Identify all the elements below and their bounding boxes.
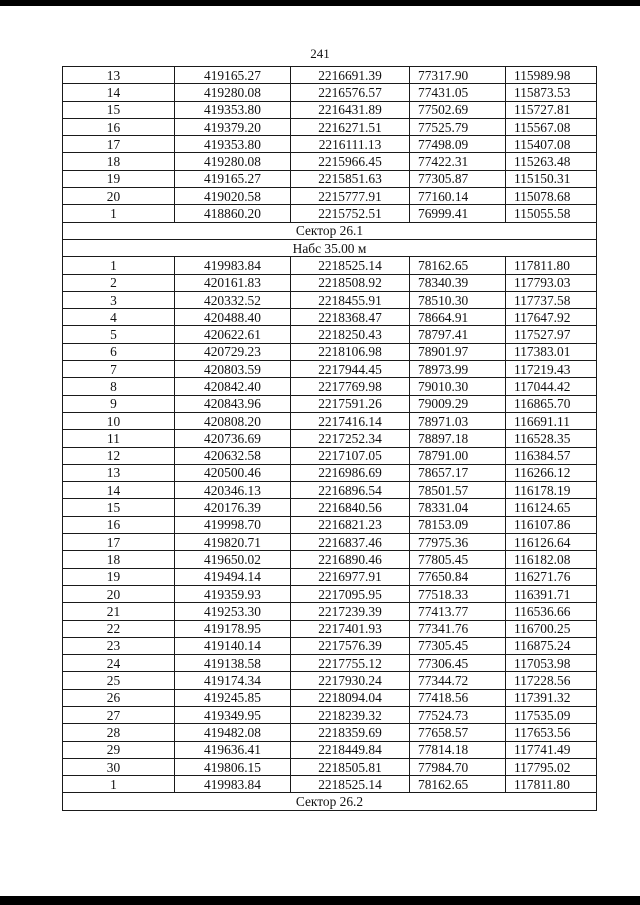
point-number: 3 [63,291,175,308]
point-number: 9 [63,395,175,412]
y-coordinate: 2218368.47 [291,309,410,326]
point-number: 21 [63,603,175,620]
y-coordinate: 2216986.69 [291,464,410,481]
y-coordinate: 2217944.45 [291,361,410,378]
x-coordinate: 419650.02 [175,551,291,568]
local-y-coordinate: 117737.58 [506,291,597,308]
local-y-coordinate: 116271.76 [506,568,597,585]
x-coordinate: 419998.70 [175,516,291,533]
local-y-coordinate: 117653.56 [506,724,597,741]
x-coordinate: 419636.41 [175,741,291,758]
local-y-coordinate: 117795.02 [506,758,597,775]
table-row [63,430,597,447]
x-coordinate: 420803.59 [175,361,291,378]
point-number: 22 [63,620,175,637]
x-coordinate: 420161.83 [175,274,291,291]
local-y-coordinate: 116536.66 [506,603,597,620]
local-x-coordinate: 78897.18 [410,430,506,447]
local-x-coordinate: 78162.65 [410,776,506,793]
y-coordinate: 2218505.81 [291,758,410,775]
table-row [63,447,597,464]
local-y-coordinate: 117391.32 [506,689,597,706]
table-row [63,343,597,360]
y-coordinate: 2216837.46 [291,534,410,551]
local-y-coordinate: 115727.81 [506,101,597,118]
local-y-coordinate: 117793.03 [506,274,597,291]
sector-title: Сектор 26.2 [63,793,597,810]
table-row [63,84,597,101]
table-row [63,551,597,568]
point-number: 13 [63,464,175,481]
y-coordinate: 2217401.93 [291,620,410,637]
local-y-coordinate: 116865.70 [506,395,597,412]
table-row [63,776,597,793]
point-number: 2 [63,274,175,291]
local-x-coordinate: 77984.70 [410,758,506,775]
local-x-coordinate: 77422.31 [410,153,506,170]
local-x-coordinate: 78973.99 [410,361,506,378]
point-number: 18 [63,153,175,170]
y-coordinate: 2218250.43 [291,326,410,343]
table-row [63,464,597,481]
table-row [63,309,597,326]
y-coordinate: 2217095.95 [291,585,410,602]
table-row [63,67,597,84]
table-row [63,672,597,689]
local-x-coordinate: 77413.77 [410,603,506,620]
y-coordinate: 2217755.12 [291,655,410,672]
local-x-coordinate: 78971.03 [410,412,506,429]
local-x-coordinate: 77344.72 [410,672,506,689]
x-coordinate: 418860.20 [175,205,291,222]
x-coordinate: 420729.23 [175,343,291,360]
local-x-coordinate: 78797.41 [410,326,506,343]
local-x-coordinate: 78791.00 [410,447,506,464]
table-row [63,482,597,499]
local-x-coordinate: 78340.39 [410,274,506,291]
section-header-row [63,793,597,810]
x-coordinate: 420176.39 [175,499,291,516]
x-coordinate: 420632.58 [175,447,291,464]
y-coordinate: 2218508.92 [291,274,410,291]
y-coordinate: 2218359.69 [291,724,410,741]
local-x-coordinate: 77431.05 [410,84,506,101]
y-coordinate: 2217107.05 [291,447,410,464]
point-number: 13 [63,67,175,84]
y-coordinate: 2217239.39 [291,603,410,620]
x-coordinate: 419806.15 [175,758,291,775]
local-y-coordinate: 115078.68 [506,188,597,205]
table-row [63,101,597,118]
point-number: 17 [63,136,175,153]
x-coordinate: 420500.46 [175,464,291,481]
table-row [63,326,597,343]
local-x-coordinate: 77160.14 [410,188,506,205]
local-x-coordinate: 77305.87 [410,170,506,187]
local-x-coordinate: 77306.45 [410,655,506,672]
local-x-coordinate: 77658.57 [410,724,506,741]
local-y-coordinate: 115407.08 [506,136,597,153]
local-y-coordinate: 116178.19 [506,482,597,499]
x-coordinate: 419983.84 [175,257,291,274]
local-x-coordinate: 77498.09 [410,136,506,153]
local-y-coordinate: 116124.65 [506,499,597,516]
x-coordinate: 419353.80 [175,101,291,118]
table-row [63,516,597,533]
point-number: 1 [63,257,175,274]
x-coordinate: 419349.95 [175,706,291,723]
coordinates-table [62,66,597,811]
y-coordinate: 2216111.13 [291,136,410,153]
local-y-coordinate: 117741.49 [506,741,597,758]
point-number: 16 [63,516,175,533]
local-y-coordinate: 116391.71 [506,585,597,602]
x-coordinate: 420332.52 [175,291,291,308]
local-y-coordinate: 116384.57 [506,447,597,464]
local-y-coordinate: 117044.42 [506,378,597,395]
x-coordinate: 419140.14 [175,637,291,654]
page-number: 241 [310,46,330,61]
local-y-coordinate: 117811.80 [506,776,597,793]
local-x-coordinate: 77418.56 [410,689,506,706]
y-coordinate: 2215777.91 [291,188,410,205]
y-coordinate: 2217769.98 [291,378,410,395]
x-coordinate: 419482.08 [175,724,291,741]
y-coordinate: 2218106.98 [291,343,410,360]
table-row [63,637,597,654]
table-row [63,706,597,723]
y-coordinate: 2217576.39 [291,637,410,654]
local-x-coordinate: 77305.45 [410,637,506,654]
local-x-coordinate: 77650.84 [410,568,506,585]
table-row [63,620,597,637]
local-x-coordinate: 78162.65 [410,257,506,274]
x-coordinate: 420736.69 [175,430,291,447]
point-number: 16 [63,118,175,135]
y-coordinate: 2215966.45 [291,153,410,170]
local-y-coordinate: 115567.08 [506,118,597,135]
y-coordinate: 2216977.91 [291,568,410,585]
x-coordinate: 419379.20 [175,118,291,135]
table-row [63,568,597,585]
local-y-coordinate: 117219.43 [506,361,597,378]
local-y-coordinate: 115989.98 [506,67,597,84]
local-y-coordinate: 115873.53 [506,84,597,101]
local-y-coordinate: 117228.56 [506,672,597,689]
point-number: 26 [63,689,175,706]
table-row [63,153,597,170]
table-row [63,361,597,378]
y-coordinate: 2215851.63 [291,170,410,187]
local-y-coordinate: 116266.12 [506,464,597,481]
local-x-coordinate: 78153.09 [410,516,506,533]
point-number: 19 [63,568,175,585]
local-x-coordinate: 77502.69 [410,101,506,118]
point-number: 20 [63,585,175,602]
x-coordinate: 419820.71 [175,534,291,551]
x-coordinate: 419983.84 [175,776,291,793]
point-number: 29 [63,741,175,758]
local-x-coordinate: 78664.91 [410,309,506,326]
table-row [63,689,597,706]
point-number: 12 [63,447,175,464]
y-coordinate: 2218525.14 [291,257,410,274]
point-number: 14 [63,84,175,101]
y-coordinate: 2217416.14 [291,412,410,429]
local-x-coordinate: 77975.36 [410,534,506,551]
x-coordinate: 420488.40 [175,309,291,326]
table-row [63,378,597,395]
sector-height-label: Набс 35.00 м [63,239,597,256]
local-x-coordinate: 77524.73 [410,706,506,723]
local-y-coordinate: 116528.35 [506,430,597,447]
table-row [63,257,597,274]
local-y-coordinate: 117053.98 [506,655,597,672]
x-coordinate: 419494.14 [175,568,291,585]
point-number: 4 [63,309,175,326]
x-coordinate: 419245.85 [175,689,291,706]
y-coordinate: 2216431.89 [291,101,410,118]
local-x-coordinate: 78657.17 [410,464,506,481]
point-number: 10 [63,412,175,429]
local-x-coordinate: 77317.90 [410,67,506,84]
section-header-row [63,222,597,239]
y-coordinate: 2218094.04 [291,689,410,706]
y-coordinate: 2218525.14 [291,776,410,793]
x-coordinate: 419174.34 [175,672,291,689]
local-y-coordinate: 116700.25 [506,620,597,637]
point-number: 25 [63,672,175,689]
table-row [63,205,597,222]
y-coordinate: 2218239.32 [291,706,410,723]
point-number: 6 [63,343,175,360]
local-y-coordinate: 115263.48 [506,153,597,170]
x-coordinate: 419138.58 [175,655,291,672]
local-x-coordinate: 78331.04 [410,499,506,516]
point-number: 17 [63,534,175,551]
table-row [63,499,597,516]
y-coordinate: 2217252.34 [291,430,410,447]
x-coordinate: 419353.80 [175,136,291,153]
page-top-border [0,0,640,6]
point-number: 28 [63,724,175,741]
x-coordinate: 420622.61 [175,326,291,343]
y-coordinate: 2218455.91 [291,291,410,308]
local-y-coordinate: 116691.11 [506,412,597,429]
y-coordinate: 2217591.26 [291,395,410,412]
local-y-coordinate: 117527.97 [506,326,597,343]
table-row [63,603,597,620]
local-x-coordinate: 78501.57 [410,482,506,499]
x-coordinate: 420346.13 [175,482,291,499]
x-coordinate: 419359.93 [175,585,291,602]
sector-title: Сектор 26.1 [63,222,597,239]
x-coordinate: 419178.95 [175,620,291,637]
local-y-coordinate: 117811.80 [506,257,597,274]
local-x-coordinate: 77814.18 [410,741,506,758]
point-number: 20 [63,188,175,205]
table-row [63,118,597,135]
y-coordinate: 2216896.54 [291,482,410,499]
point-number: 19 [63,170,175,187]
local-y-coordinate: 116107.86 [506,516,597,533]
y-coordinate: 2218449.84 [291,741,410,758]
x-coordinate: 419165.27 [175,67,291,84]
x-coordinate: 420843.96 [175,395,291,412]
x-coordinate: 419253.30 [175,603,291,620]
point-number: 11 [63,430,175,447]
y-coordinate: 2216576.57 [291,84,410,101]
table-row [63,170,597,187]
local-y-coordinate: 117383.01 [506,343,597,360]
section-header-row [63,239,597,256]
x-coordinate: 419280.08 [175,84,291,101]
point-number: 15 [63,499,175,516]
page-bottom-border [0,896,640,905]
table-row [63,412,597,429]
local-x-coordinate: 78510.30 [410,291,506,308]
point-number: 14 [63,482,175,499]
table-row [63,741,597,758]
table-row [63,136,597,153]
y-coordinate: 2217930.24 [291,672,410,689]
table-row [63,291,597,308]
local-y-coordinate: 116126.64 [506,534,597,551]
local-x-coordinate: 77805.45 [410,551,506,568]
table-row [63,188,597,205]
y-coordinate: 2216821.23 [291,516,410,533]
y-coordinate: 2216271.51 [291,118,410,135]
local-x-coordinate: 77341.76 [410,620,506,637]
table-row [63,758,597,775]
table-row [63,274,597,291]
point-number: 7 [63,361,175,378]
point-number: 24 [63,655,175,672]
table-row [63,585,597,602]
x-coordinate: 419165.27 [175,170,291,187]
local-y-coordinate: 117535.09 [506,706,597,723]
table-row [63,395,597,412]
local-x-coordinate: 76999.41 [410,205,506,222]
local-x-coordinate: 79009.29 [410,395,506,412]
point-number: 15 [63,101,175,118]
local-x-coordinate: 77525.79 [410,118,506,135]
coordinates-table-body [63,67,597,811]
local-y-coordinate: 115150.31 [506,170,597,187]
y-coordinate: 2215752.51 [291,205,410,222]
local-x-coordinate: 78901.97 [410,343,506,360]
local-y-coordinate: 116875.24 [506,637,597,654]
x-coordinate: 419280.08 [175,153,291,170]
point-number: 18 [63,551,175,568]
point-number: 1 [63,205,175,222]
y-coordinate: 2216691.39 [291,67,410,84]
table-row [63,534,597,551]
local-y-coordinate: 116182.08 [506,551,597,568]
point-number: 23 [63,637,175,654]
local-x-coordinate: 77518.33 [410,585,506,602]
local-x-coordinate: 79010.30 [410,378,506,395]
point-number: 27 [63,706,175,723]
local-y-coordinate: 115055.58 [506,205,597,222]
x-coordinate: 420842.40 [175,378,291,395]
point-number: 8 [63,378,175,395]
table-row [63,724,597,741]
point-number: 1 [63,776,175,793]
x-coordinate: 419020.58 [175,188,291,205]
y-coordinate: 2216840.56 [291,499,410,516]
local-y-coordinate: 117647.92 [506,309,597,326]
point-number: 30 [63,758,175,775]
y-coordinate: 2216890.46 [291,551,410,568]
x-coordinate: 420808.20 [175,412,291,429]
table-row [63,655,597,672]
point-number: 5 [63,326,175,343]
